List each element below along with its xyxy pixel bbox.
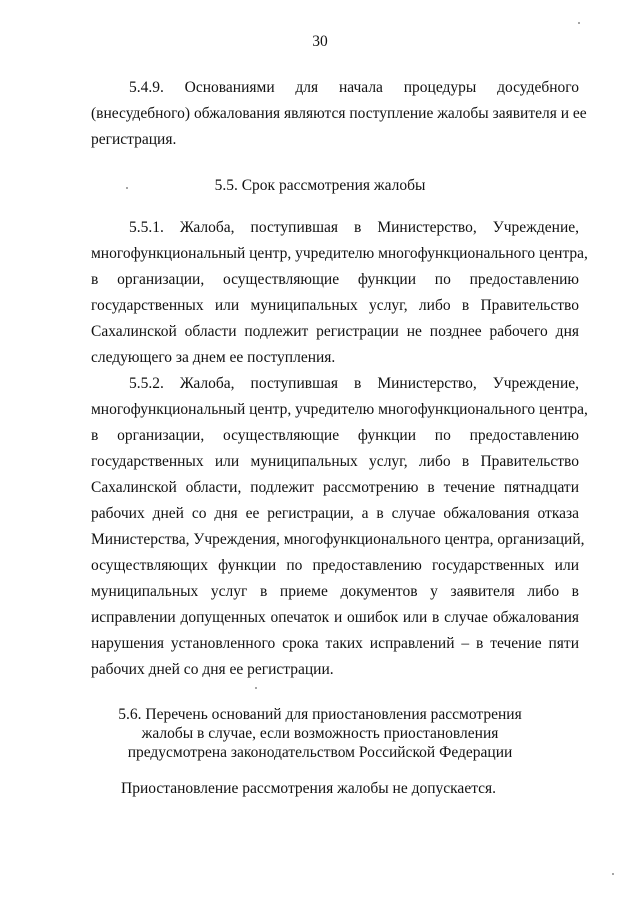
- paragraph-5-6: Приостановление рассмотрения жалобы не допускается.: [121, 780, 497, 797]
- paragraph-5-4-9: [91, 75, 587, 153]
- section-heading-5-5: 5.5. Срок рассмотрения жалобы: [214, 177, 426, 194]
- paragraph-line: рабочих дней со дня ее регистрации.: [91, 661, 334, 678]
- scan-speck: [612, 873, 614, 875]
- paragraph-line: 5.5.2. Жалоба, поступившая в Министерство, Учреждение,: [129, 375, 579, 392]
- paragraph-line: нарушения установленного срока таких исправлений – в течение пяти: [91, 635, 579, 652]
- page-number: 30: [312, 33, 328, 50]
- paragraph-line: 5.5.1. Жалоба, поступившая в Министерство, Учреждение,: [129, 219, 579, 236]
- heading-line: 5.6. Перечень оснований для приостановления рассмотрения: [118, 706, 522, 723]
- paragraph-5-5-1: [91, 215, 588, 371]
- paragraph-5-5-2: [91, 371, 588, 683]
- paragraph-line: государственных или муниципальных услуг, либо в Правительство: [91, 453, 579, 470]
- paragraph-line: многофункциональный центр, учредителю многофункционального центра,: [91, 401, 588, 418]
- paragraph-line: 5.4.9. Основаниями для начала процедуры досудебного: [129, 79, 579, 96]
- heading-line: жалобы в случае, если возможность приостановления: [141, 725, 499, 742]
- paragraph-line: рабочих дней со дня ее регистрации, а в случае обжалования отказа: [91, 505, 579, 522]
- paragraph-line: осуществляющих функции по предоставлению государственных или: [91, 557, 579, 574]
- heading-line: предусмотрена законодательством Российской Федерации: [127, 744, 513, 761]
- paragraph-line: в организации, осуществляющие функции по предоставлению: [91, 427, 579, 444]
- paragraph-line: многофункциональный центр, учредителю многофункционального центра,: [91, 245, 588, 262]
- section-heading-5-6: [0, 705, 640, 762]
- paragraph-line: регистрация.: [91, 131, 177, 148]
- paragraph-line: Сахалинской области подлежит регистрации не позднее рабочего дня: [91, 323, 579, 340]
- paragraph-line: (внесудебного) обжалования являются поступление жалобы заявителя и ее: [91, 105, 587, 122]
- paragraph-line: исправлении допущенных опечаток и ошибок или в случае обжалования: [91, 609, 579, 626]
- paragraph-line: Сахалинской области, подлежит рассмотрению в течение пятнадцати: [91, 479, 579, 496]
- paragraph-line: Министерства, Учреждения, многофункционального центра, организаций,: [91, 531, 585, 548]
- scan-speck: [126, 187, 128, 189]
- paragraph-line: муниципальных услуг в приеме документов у заявителя либо в: [91, 583, 579, 600]
- paragraph-line: государственных или муниципальных услуг, либо в Правительство: [91, 297, 579, 314]
- paragraph-line: в организации, осуществляющие функции по предоставлению: [91, 271, 579, 288]
- paragraph-line: следующего за днем ее поступления.: [91, 349, 336, 366]
- scan-speck: [578, 22, 580, 24]
- scan-speck: [255, 687, 257, 689]
